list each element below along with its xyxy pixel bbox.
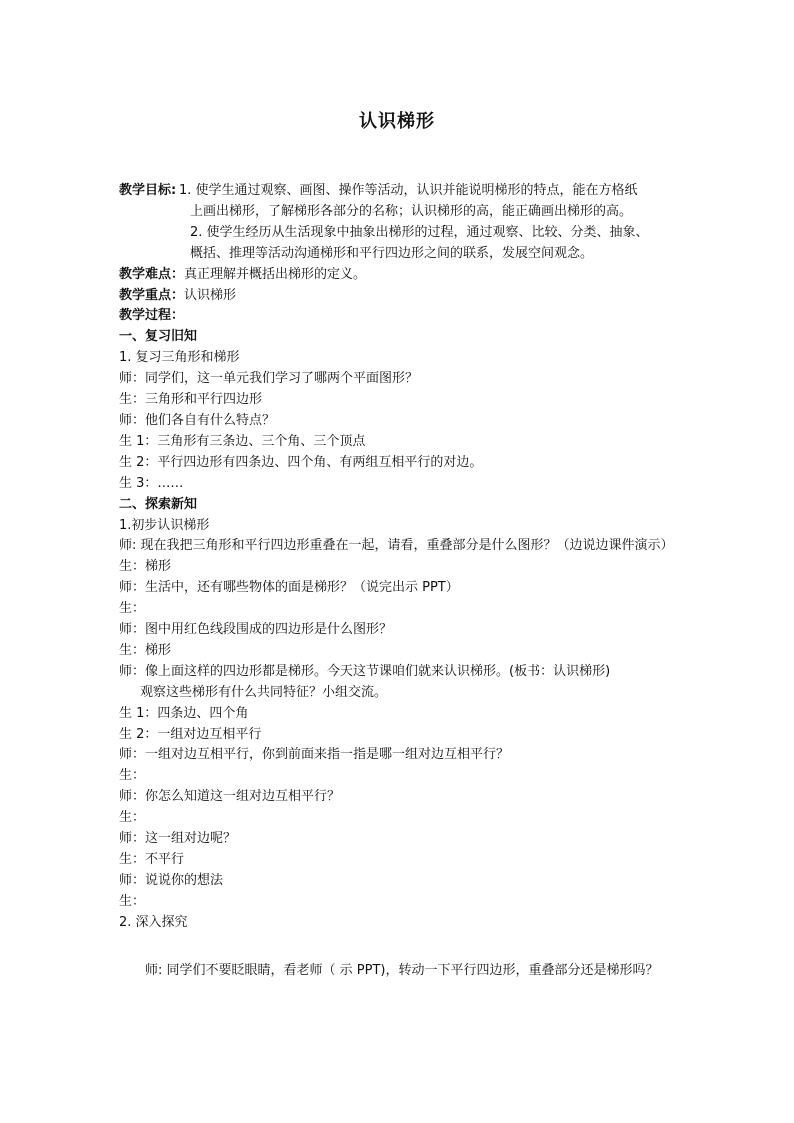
dialogue-line: 师: 现在我把三角形和平行四边形重叠在一起，请看，重叠部分是什么图形？（边说边课件演示） xyxy=(119,538,674,554)
section-1-heading: 一、复习旧知 xyxy=(119,329,198,345)
dialogue-line: 师：像上面这样的四边形都是梯形。今天这节课咱们就来认识梯形。(板书：认识梯形) xyxy=(119,663,611,679)
dialogue-line: 师：说说你的想法 xyxy=(119,872,224,888)
dialogue-line: 师：他们各自有什么特点？ xyxy=(119,412,276,428)
section-2-item-2: 2. 深入探究 xyxy=(119,914,188,930)
goals-body xyxy=(179,181,679,265)
dialogue-line: 生 3：…… xyxy=(119,475,184,491)
section-2-item-1: 1.初步认识梯形 xyxy=(119,517,210,533)
key-point-label: 教学重点： xyxy=(119,287,185,303)
difficulty-row xyxy=(119,265,679,286)
dialogue-line: 生：梯形 xyxy=(119,559,172,575)
dialogue-line: 师：图中用红色线段围成的四边形是什么图形？ xyxy=(119,622,393,638)
dialogue-line: 生 2：一组对边互相平行 xyxy=(119,726,262,742)
dialogue-line: 师：同学们，这一单元我们学习了哪两个平面图形？ xyxy=(119,371,419,387)
dialogue-line: 师：生活中，还有哪些物体的面是梯形？（说完出示 PPT） xyxy=(119,580,459,596)
difficulty-text: 真正理解并概括出梯形的定义。 xyxy=(184,266,367,282)
dialogue-line: 生：梯形 xyxy=(119,642,172,658)
dialogue-line: 生 2：平行四边形有四条边、四个角、有两组互相平行的对边。 xyxy=(119,454,483,470)
dialogue-line: 师：一组对边互相平行，你到前面来指一指是哪一组对边互相平行？ xyxy=(119,747,510,763)
key-point-row xyxy=(119,286,679,307)
section-1-item-1: 1. 复习三角形和梯形 xyxy=(119,350,240,366)
dialogue-line: 生： xyxy=(119,601,146,617)
final-paragraph: 师: 同学们不要眨眼睛，看老师（ 示 PPT)，转动一下平行四边形，重叠部分还是梯形吗？ xyxy=(145,962,659,978)
document-body xyxy=(119,181,679,984)
key-point-text: 认识梯形 xyxy=(184,287,237,303)
dialogue-line: 生： xyxy=(119,768,146,784)
dialogue-line: 生： xyxy=(119,893,146,909)
process-label: 教学过程： xyxy=(119,308,185,324)
goal-1-line-2: 上画出梯形，了解梯形各部分的名称；认识梯形的高，能正确画出梯形的高。 xyxy=(190,203,633,219)
dialogue-line: 生：不平行 xyxy=(119,852,185,867)
dialogue-line: 生 1：四条边、四个角 xyxy=(119,705,249,721)
teaching-goals xyxy=(119,181,679,265)
document-title: 认识梯形 xyxy=(359,111,435,132)
goal-2-line-2: 概括、推理等活动沟通梯形和平行四边形之间的联系，发展空间观念。 xyxy=(190,245,594,261)
dialogue-line: 师：这一组对边呢？ xyxy=(119,831,237,847)
spacer xyxy=(119,934,679,958)
goal-2-line-1: 2. 使学生经历从生活现象中抽象出梯形的过程，通过观察、比较、分类、抽象、 xyxy=(190,224,649,240)
dialogue-line: 观察这些梯形有什么共同特征？小组交流。 xyxy=(140,684,388,700)
goal-1-line-1: 1. 使学生通过观察、画图、操作等活动，认识并能说明梯形的特点，能在方格纸 xyxy=(179,183,638,198)
difficulty-label: 教学难点： xyxy=(119,266,185,282)
dialogue-line: 师：你怎么知道这一组对边互相平行？ xyxy=(119,789,341,805)
section-2-heading: 二、探索新知 xyxy=(119,496,198,512)
dialogue-line: 生：三角形和平行四边形 xyxy=(119,392,263,408)
goals-label: 教学目标: xyxy=(119,183,177,198)
dialogue-line: 生 1：三角形有三条边、三个角、三个顶点 xyxy=(119,433,366,449)
dialogue-line: 生： xyxy=(119,810,146,826)
